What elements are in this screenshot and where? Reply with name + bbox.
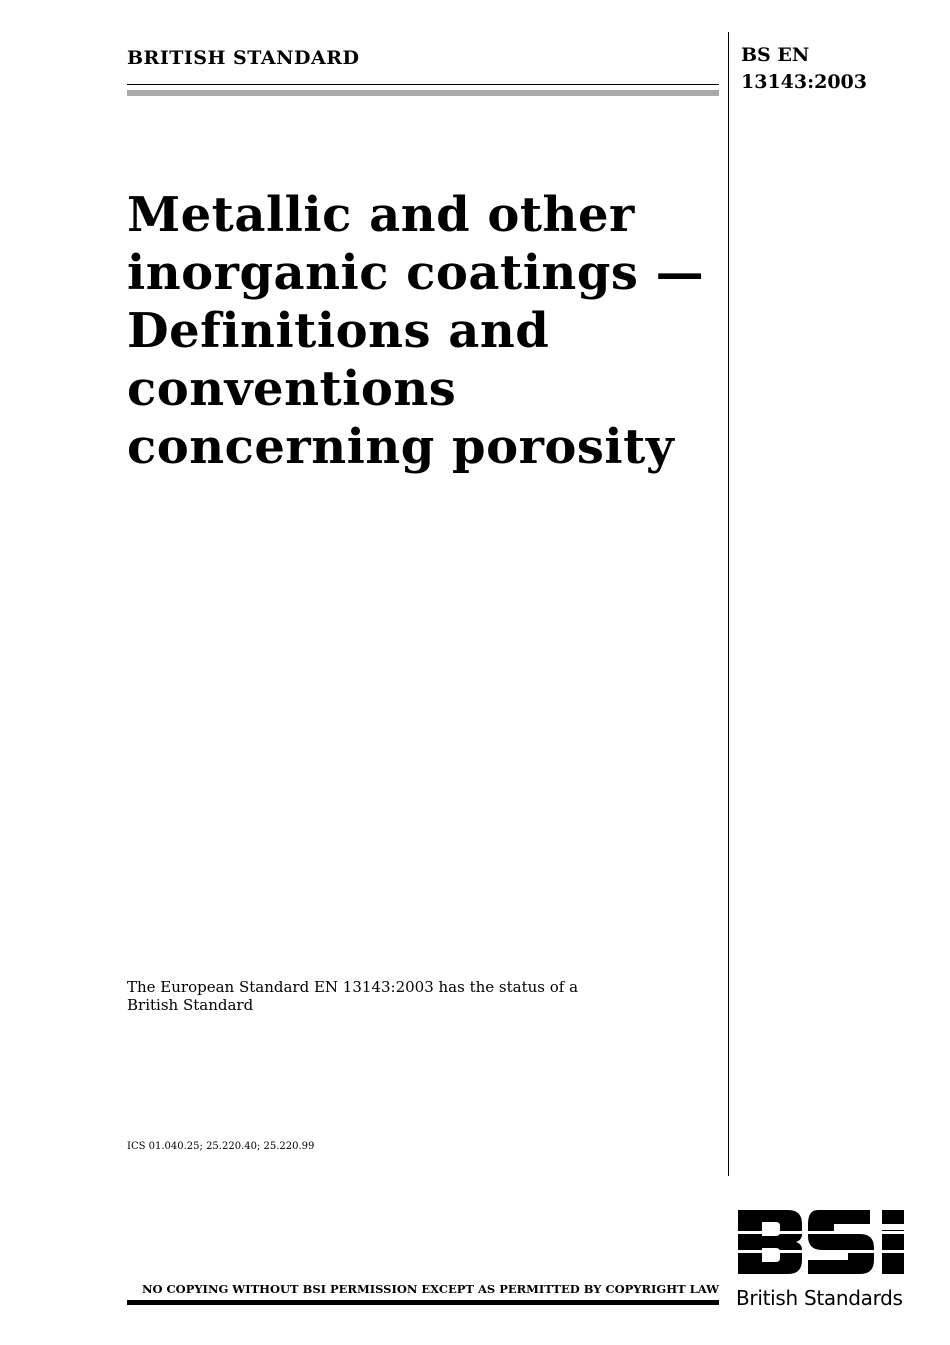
- status-statement: [127, 978, 578, 1014]
- bsi-logo: [736, 1208, 906, 1276]
- title-line: Definitions and: [127, 303, 550, 359]
- document-number: [741, 42, 867, 96]
- header-thin-rule: [127, 84, 719, 85]
- ics-codes: ICS 01.040.25; 25.220.40; 25.220.99: [127, 1141, 315, 1152]
- footer-rule: [127, 1300, 719, 1305]
- status-line: British Standard: [127, 996, 254, 1014]
- title-line: Metallic and other: [127, 187, 635, 243]
- logo-caption: British Standards: [736, 1286, 903, 1310]
- document-number-line2: 13143:2003: [741, 71, 867, 93]
- vertical-divider: [728, 32, 729, 1176]
- status-line: The European Standard EN 13143:2003 has the status of a: [127, 978, 579, 996]
- title-line: concerning porosity: [127, 419, 675, 475]
- copyright-notice: NO COPYING WITHOUT BSI PERMISSION EXCEPT AS PERMITTED BY COPYRIGHT LAW: [142, 1282, 720, 1296]
- document-title: [127, 186, 707, 476]
- title-line: inorganic coatings —: [127, 245, 705, 301]
- document-number-line1: BS EN: [741, 44, 810, 66]
- title-line: conventions: [127, 361, 457, 417]
- standard-type-label: BRITISH STANDARD: [127, 47, 360, 69]
- header-thick-rule: [127, 90, 719, 96]
